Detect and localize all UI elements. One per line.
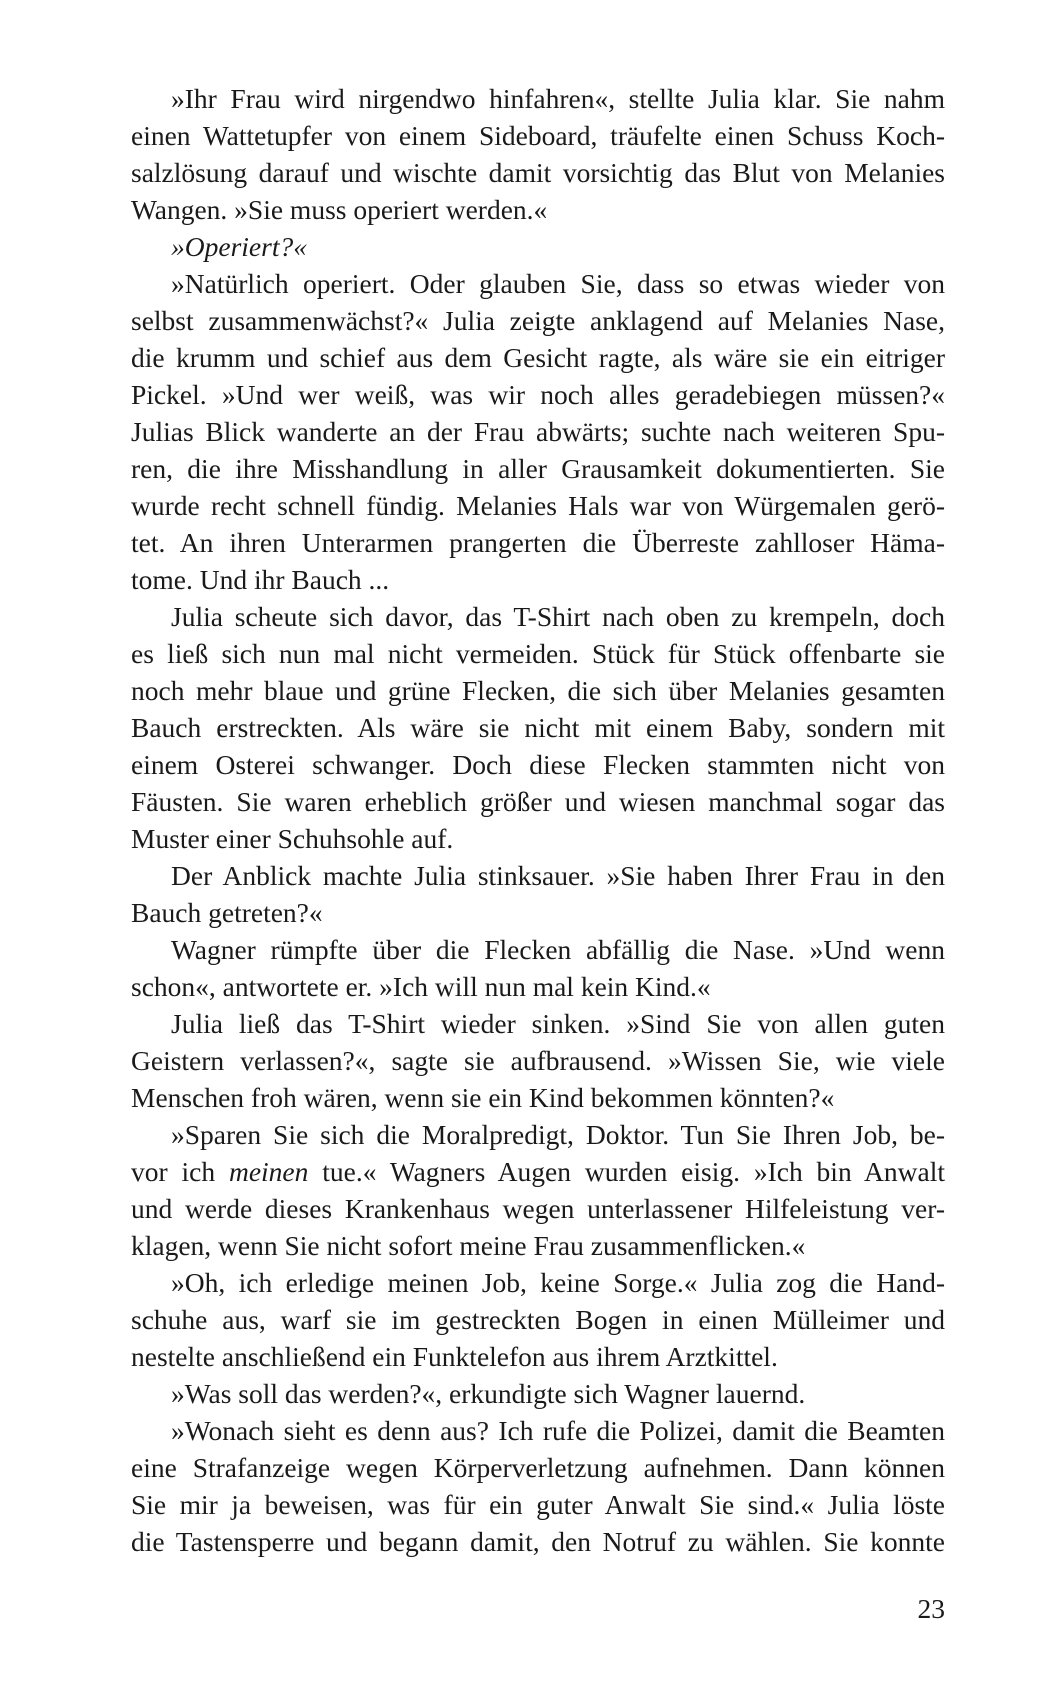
- italic-text: meinen: [228, 1156, 309, 1187]
- text-line: Wangen. »Sie muss operiert werden.«: [131, 194, 548, 225]
- text-line: Geistern verlassen?«, sagte sie aufbrausend. »Wissen Sie, wie viele: [131, 1045, 945, 1076]
- book-page-text: [131, 80, 945, 1560]
- text-line: eine Strafanzeige wegen Körperverletzung aufnehmen. Dann können: [131, 1452, 945, 1483]
- text-line: Bauch erstreckten. Als wäre sie nicht mit einem Baby, sondern mit: [131, 712, 945, 743]
- text-line: einen Wattetupfer von einem Sideboard, träufelte einen Schuss Koch-: [131, 120, 945, 151]
- text-line: wurde recht schnell fündig. Melanies Hals war von Würgemalen gerö-: [131, 490, 945, 521]
- text-line: noch mehr blaue und grüne Flecken, die sich über Melanies gesamten: [131, 675, 945, 706]
- text-line: selbst zusammenwächst?« Julia zeigte anklagend auf Melanies Nase,: [131, 305, 945, 336]
- text-segment: vor ich: [131, 1156, 229, 1187]
- text-line: Julia ließ das T-Shirt wieder sinken. »Sind Sie von allen guten: [171, 1008, 945, 1039]
- text-line: Wagner rümpfte über die Flecken abfällig die Nase. »Und wenn: [171, 934, 945, 965]
- text-line: tet. An ihren Unterarmen prangerten die Überreste zahlloser Häma-: [131, 527, 945, 558]
- text-line: »Ihr Frau wird nirgendwo hinfahren«, stellte Julia klar. Sie nahm: [171, 83, 945, 114]
- text-line: Pickel. »Und wer weiß, was wir noch alles geradebiegen müssen?«: [131, 379, 945, 410]
- text-line: Julia scheute sich davor, das T-Shirt nach oben zu krempeln, doch: [171, 601, 945, 632]
- text-line: Julias Blick wanderte an der Frau abwärts; suchte nach weiteren Spu-: [131, 416, 945, 447]
- italic-text: »Operiert?«: [171, 231, 307, 262]
- text-line: »Oh, ich erledige meinen Job, keine Sorge.« Julia zog die Hand-: [171, 1267, 945, 1298]
- text-line: [131, 1153, 945, 1190]
- text-segment: tue.« Wagners Augen wurden eisig. »Ich bin Anwalt: [308, 1156, 945, 1187]
- text-line: die Tastensperre und begann damit, den Notruf zu wählen. Sie konnte: [131, 1526, 945, 1557]
- text-line: »Was soll das werden?«, erkundigte sich Wagner lauernd.: [171, 1378, 806, 1409]
- text-line: »Wonach sieht es denn aus? Ich rufe die Polizei, damit die Beamten: [171, 1415, 945, 1446]
- text-line: klagen, wenn Sie nicht sofort meine Frau zusammenflicken.«: [131, 1230, 806, 1261]
- text-line: [131, 228, 945, 265]
- text-line: Menschen froh wären, wenn sie ein Kind bekommen könnten?«: [131, 1082, 835, 1113]
- text-line: Sie mir ja beweisen, was für ein guter Anwalt Sie sind.« Julia löste: [131, 1489, 945, 1520]
- text-line: die krumm und schief aus dem Gesicht ragte, als wäre sie ein eitriger: [131, 342, 945, 373]
- text-line: Muster einer Schuhsohle auf.: [131, 823, 454, 854]
- text-line: salzlösung darauf und wischte damit vorsichtig das Blut von Melanies: [131, 157, 945, 188]
- text-line: schon«, antwortete er. »Ich will nun mal kein Kind.«: [131, 971, 711, 1002]
- text-line: Der Anblick machte Julia stinksauer. »Sie haben Ihrer Frau in den: [171, 860, 945, 891]
- text-line: nestelte anschließend ein Funktelefon aus ihrem Arztkittel.: [131, 1341, 778, 1372]
- text-line: es ließ sich nun mal nicht vermeiden. Stück für Stück offenbarte sie: [131, 638, 945, 669]
- text-line: »Sparen Sie sich die Moralpredigt, Doktor. Tun Sie Ihren Job, be-: [171, 1119, 945, 1150]
- text-line: Fäusten. Sie waren erheblich größer und wiesen manchmal sogar das: [131, 786, 945, 817]
- page-number: 23: [917, 1593, 945, 1624]
- text-line: tome. Und ihr Bauch ...: [131, 564, 390, 595]
- text-line: einem Osterei schwanger. Doch diese Flecken stammten nicht von: [131, 749, 945, 780]
- text-line: Bauch getreten?«: [131, 897, 323, 928]
- text-line: und werde dieses Krankenhaus wegen unterlassener Hilfeleistung ver-: [131, 1193, 945, 1224]
- text-line: »Natürlich operiert. Oder glauben Sie, dass so etwas wieder von: [171, 268, 945, 299]
- text-line: schuhe aus, warf sie im gestreckten Bogen in einen Mülleimer und: [131, 1304, 945, 1335]
- text-line: ren, die ihre Misshandlung in aller Grausamkeit dokumentierten. Sie: [131, 453, 945, 484]
